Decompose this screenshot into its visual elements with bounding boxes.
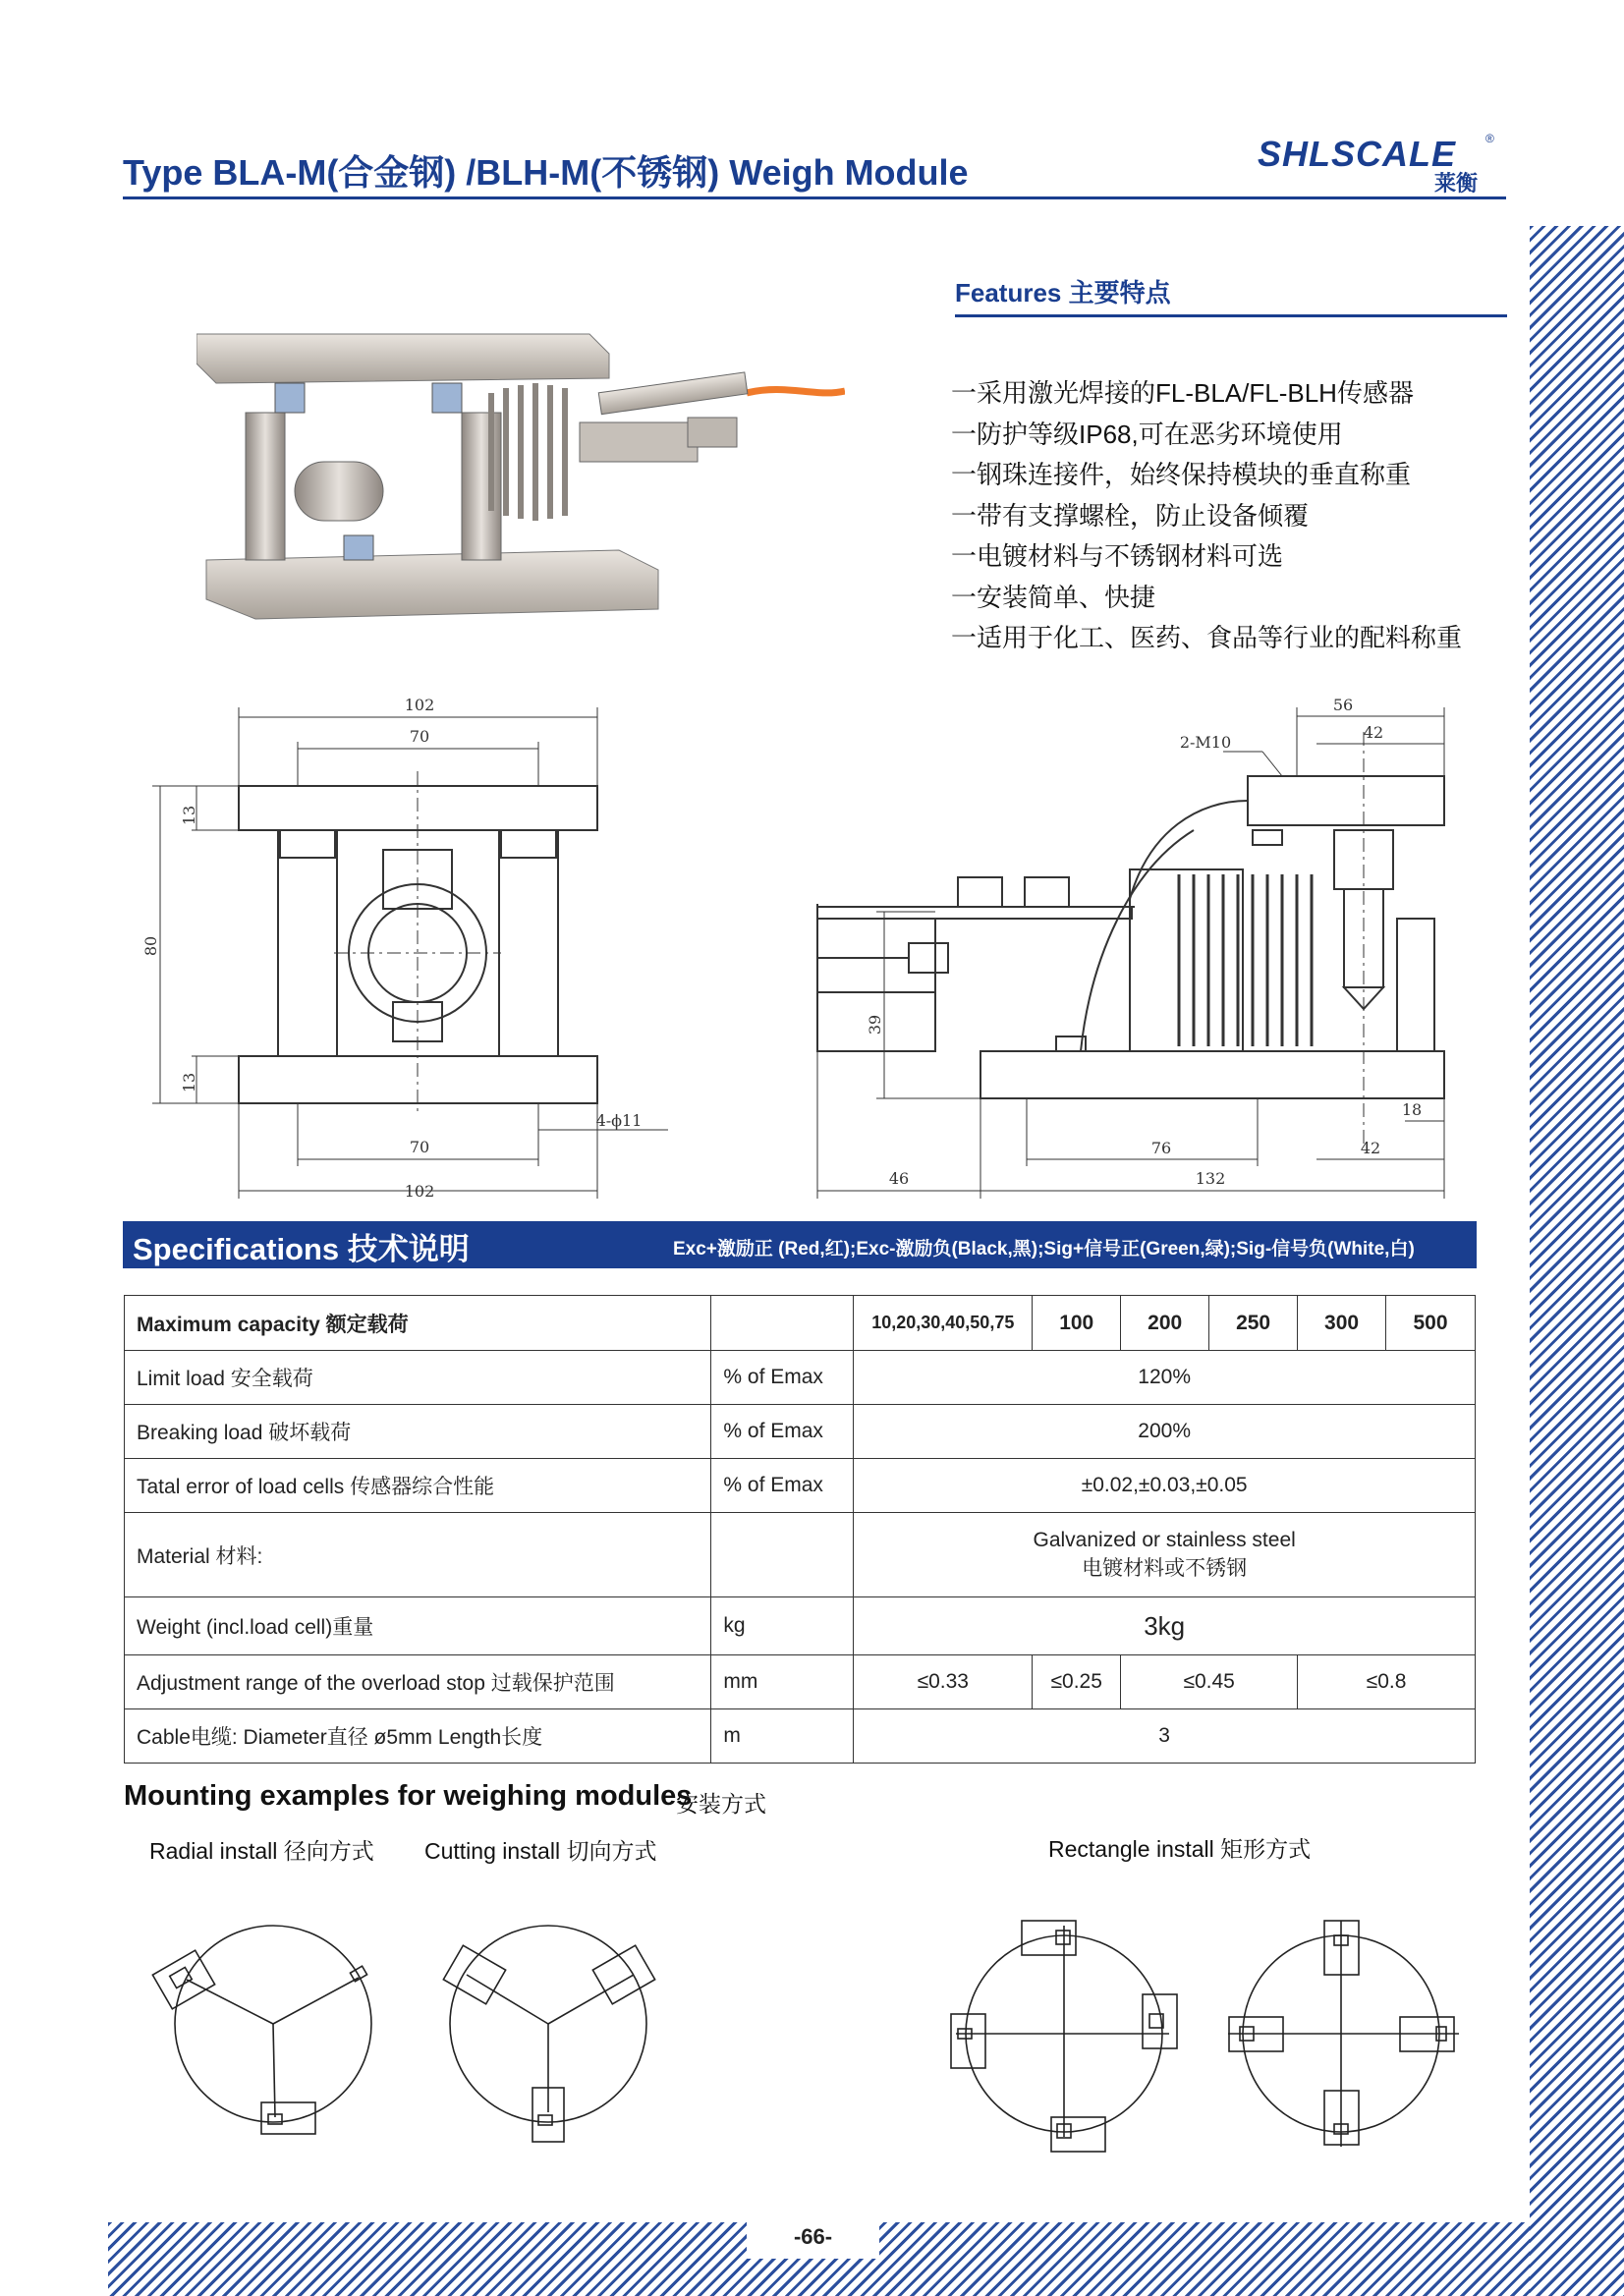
dim-front-13-bottom: 13 (180, 1072, 198, 1093)
logo-chinese-name: 莱衡 (1434, 171, 1479, 196)
dim-side-76: 76 (1150, 1139, 1172, 1157)
spec-label: Adjustment range of the overload stop 过载保护范围 (125, 1655, 711, 1709)
table-row (125, 1597, 1476, 1655)
features-title: Features 主要特点 (955, 278, 1171, 308)
feature-item: 一防护等级IP68,可在恶劣环境使用 (951, 419, 1343, 449)
capacity-value: 300 (1298, 1296, 1386, 1351)
product-photo (196, 324, 845, 639)
cutting-diagram (443, 1926, 654, 2142)
right-hatch-decoration (1530, 226, 1624, 2296)
spec-value: ≤0.33 (854, 1655, 1033, 1709)
dim-front-70-top: 70 (409, 727, 430, 746)
capacity-value: 200 (1121, 1296, 1209, 1351)
spec-label: Material 材料: (125, 1513, 711, 1597)
dim-front-70-bottom: 70 (409, 1138, 430, 1156)
material-en: Galvanized or stainless steel (1033, 1528, 1296, 1551)
mounting-title: Mounting examples for weighing modules (124, 1780, 693, 1812)
spec-label: Weight (incl.load cell)重量 (125, 1597, 711, 1655)
capacity-value: 500 (1386, 1296, 1476, 1351)
spec-unit: % of Emax (711, 1351, 854, 1405)
mounting-title-cn: 安装方式 (676, 1791, 766, 1817)
spec-value: ≤0.25 (1033, 1655, 1121, 1709)
table-row (125, 1459, 1476, 1513)
feature-item: 一钢珠连接件，始终保持模块的垂直称重 (951, 460, 1412, 489)
spec-unit: m (711, 1709, 854, 1764)
feature-item: 一带有支撑螺栓，防止设备倾覆 (951, 500, 1310, 531)
features-rule (955, 314, 1507, 317)
page-number: -66- (747, 2215, 879, 2259)
spec-unit: kg (711, 1597, 854, 1655)
spec-label: Breaking load 破坏载荷 (125, 1405, 711, 1459)
capacity-label: Maximum capacity 额定载荷 (125, 1296, 711, 1351)
technical-drawing (138, 693, 1523, 1213)
brand-logo (1258, 132, 1494, 196)
table-row (125, 1709, 1476, 1764)
dim-front-102-top: 102 (404, 696, 435, 714)
material-cn: 电镀材料或不锈钢 (1082, 1556, 1248, 1580)
spec-value: 120% (854, 1351, 1476, 1405)
dim-front-13-top: 13 (180, 805, 198, 826)
dim-side-39: 39 (866, 1014, 884, 1036)
features-list (951, 373, 1462, 659)
logo-registered-mark: ® (1485, 132, 1494, 145)
radial-diagram (152, 1926, 371, 2134)
dim-side-46: 46 (888, 1169, 910, 1188)
dim-front-102-bottom: 102 (404, 1182, 435, 1201)
title-rule (123, 196, 1506, 199)
radial-install-label: Radial install 径向方式 (149, 1838, 374, 1864)
specifications-title: Specifications 技术说明 (133, 1232, 470, 1266)
rectangle-diagram-b (1228, 1921, 1459, 2147)
thread-note: 2-M10 (1179, 733, 1232, 752)
capacity-value: 250 (1209, 1296, 1298, 1351)
feature-item: 一电镀材料与不锈钢材料可选 (951, 541, 1284, 571)
spec-label: Cable电缆: Diameter直径 ø5mm Length长度 (125, 1709, 711, 1764)
capacity-value: 100 (1033, 1296, 1121, 1351)
cutting-install-label: Cutting install 切向方式 (424, 1838, 657, 1864)
front-view (141, 696, 668, 1201)
feature-item: 一采用激光焊接的FL-BLA/FL-BLH传感器 (951, 378, 1414, 408)
spec-value: ≤0.45 (1121, 1655, 1298, 1709)
spec-unit (711, 1513, 854, 1597)
side-view-detail (817, 696, 1444, 1199)
page-title: Type BLA-M(合金钢) /BLH-M(不锈钢) Weigh Module (123, 152, 969, 193)
spec-unit: mm (711, 1655, 854, 1709)
table-row (125, 1655, 1476, 1709)
spec-unit: % of Emax (711, 1459, 854, 1513)
feature-item: 一适用于化工、医药、食品等行业的配料称重 (951, 623, 1463, 652)
table-row (125, 1405, 1476, 1459)
dim-side-56: 56 (1332, 696, 1354, 714)
spec-value: 200% (854, 1405, 1476, 1459)
table-row (125, 1513, 1476, 1597)
feature-item: 一安装简单、快捷 (951, 582, 1156, 612)
logo-brand-text: SHLSCALE (1258, 134, 1457, 174)
spec-value (854, 1513, 1476, 1597)
spec-value: ≤0.8 (1298, 1655, 1476, 1709)
rectangle-install-label: Rectangle install 矩形方式 (1048, 1836, 1312, 1862)
dim-side-18: 18 (1401, 1100, 1423, 1119)
mounting-diagrams (138, 1906, 1493, 2161)
hole-note: 4-ϕ11 (595, 1111, 643, 1130)
spec-value: ±0.02,±0.03,±0.05 (854, 1459, 1476, 1513)
capacity-unit-cell (711, 1296, 854, 1351)
dim-front-80: 80 (141, 935, 160, 957)
spec-unit: % of Emax (711, 1405, 854, 1459)
spec-label: Tatal error of load cells 传感器综合性能 (125, 1459, 711, 1513)
table-row (125, 1296, 1476, 1351)
wiring-legend: Exc+激励正 (Red,红);Exc-激励负(Black,黑);Sig+信号正(Green,绿);Sig-信号负(White,白) (673, 1239, 1415, 1260)
dim-side-132: 132 (1195, 1169, 1226, 1188)
rectangle-diagram-a (951, 1921, 1177, 2152)
spec-value: 3kg (854, 1597, 1476, 1655)
capacity-value: 10,20,30,40,50,75 (854, 1296, 1033, 1351)
table-row (125, 1351, 1476, 1405)
dim-side-42-bottom: 42 (1360, 1139, 1381, 1157)
spec-label: Limit load 安全载荷 (125, 1351, 711, 1405)
specifications-table (124, 1295, 1476, 1764)
dim-side-42-top: 42 (1363, 723, 1384, 742)
spec-value: 3 (854, 1709, 1476, 1764)
